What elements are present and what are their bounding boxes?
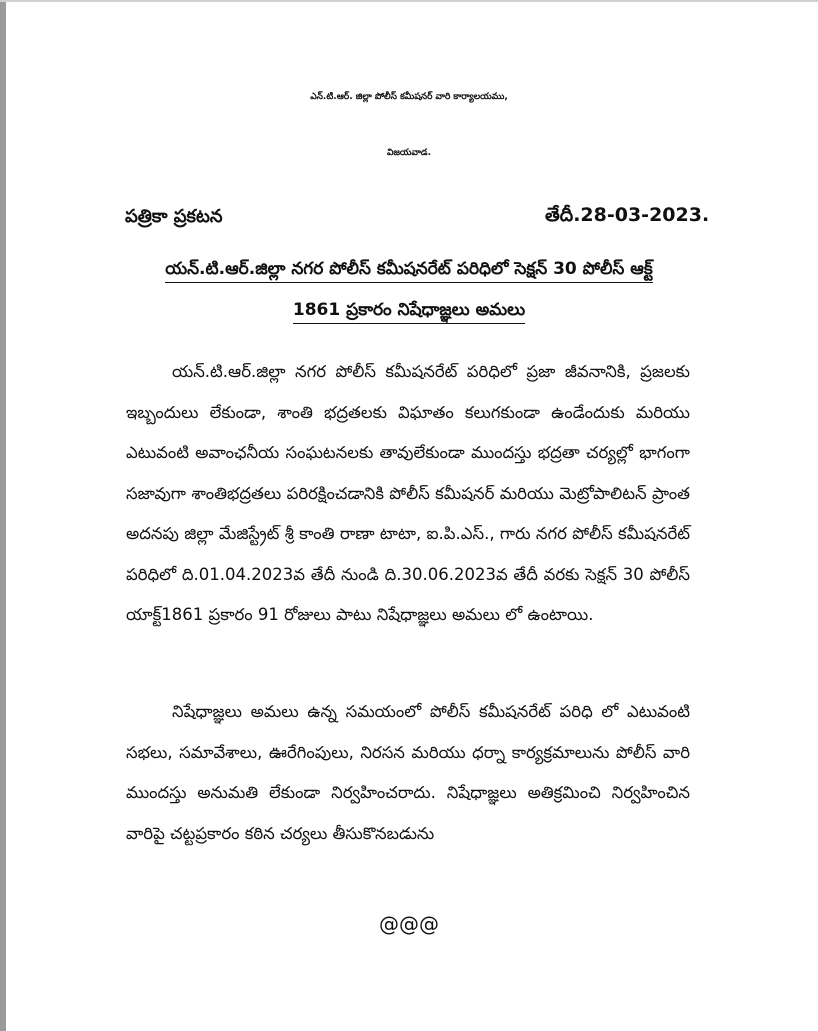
release-date: తేదీ.28-03-2023.	[545, 204, 710, 226]
page-top-edge	[0, 0, 818, 2]
body-paragraph-1: యన్.టి.ఆర్.జిల్లా నగర పోలీస్ కమీషనరేట్ పరిధిలో ప్రజా జీవనానికి, ప్రజలకు ఇబ్బందులు లేకుండా, శాంతి భద్రతలకు విఘాతం కలుగకుండా ఉండేందుకు మరియు ఎటువంటి అవాంఛనీయ సంఘటనలకు తావులేకుండా ముందస్తు భద్రతా చర్యల్లో భాగంగా సజావుగా శాంతిభద్రతలు పరిరక్షించడానికి పోలీస్ కమీషనర్ మరియు మెట్రోపాలిటన్ ప్రాంత అదనపు జిల్లా మేజిస్ట్రేట్ శ్రీ కాంతి రాణా టాటా, ఐ.పి.ఎస్., గారు నగర పోలీస్ కమీషనరేట్ పరిధిలో ది.01.04.2023వ తేదీ నుండి ది.30.06.2023వ తేదీ వరకు సెక్షన్ 30 పోలీస్ యాక్ట్1861 ప్రకారం 91 రోజులు పాటు నిషేధాజ్ఞలు అమలు లో ఉంటాయి.	[126, 362, 690, 624]
body-paragraph-2: నిషేధాజ్ఞలు అమలు ఉన్న సమయంలో పోలీస్ కమీషనరేట్ పరిధి లో ఎటువంటి సభలు, సమావేశాలు, ఊరేగింపులు, నిరసన మరియు ధర్నా కార్యక్రమాలును పోలీస్ వారి ముందస్తు అనుమతి లేకుండా నిర్వహించరాదు. నిషేధాజ్ఞలు అతిక్రమించి నిర్వహించిన వారిపై చట్టప్రకారం కఠిన చర్యలు తీసుకొనబడును	[126, 702, 690, 843]
press-release-label: పత్రికా ప్రకటన	[125, 206, 223, 227]
closing-mark: @@@	[379, 912, 439, 936]
office-title: ఎన్.టి.ఆర్. జిల్లా పోలీస్ కమీషనర్ వారి కార్యాలయము,	[310, 92, 508, 102]
subject-line-1-text: యన్.టి.ఆర్.జిల్లా నగర పోలీస్ కమీషనరేట్ పరిధిలో సెక్షన్ 30 పోలీస్ ఆక్ట్	[165, 259, 652, 283]
subject-line-1	[0, 259, 818, 283]
office-city: విజయవాడ.	[386, 148, 432, 158]
subject-line-2-text: 1861 ప్రకారం నిషేధాజ్ఞలు అమలు	[293, 300, 525, 324]
subject-line-2	[0, 300, 818, 324]
